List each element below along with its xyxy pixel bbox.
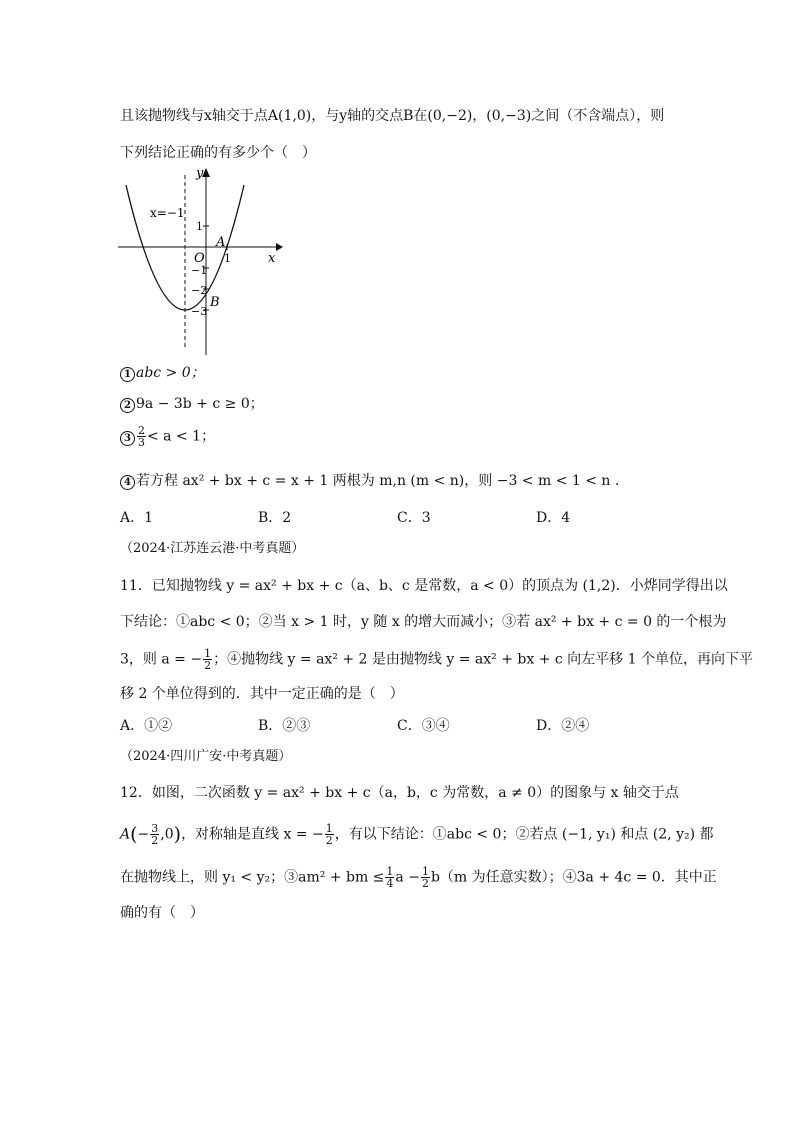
q12-line3: 在抛物线上，则 y₁ < y₂；③am² + bm ≤ $\frac{1}{4}$ a − $\frac{1}{2}$ b（m 为任意实数）；④3a + 4c = 0．其中正 bbox=[120, 865, 717, 890]
q11-source: （2024·江苏连云港·中考真题） bbox=[120, 541, 305, 556]
circled-number-4-icon: 4 bbox=[120, 475, 135, 490]
q10-option-c[interactable]: C．3 bbox=[397, 510, 431, 526]
q12-line2: A(− $\frac{3}{2}$ ,0)，对称轴是直线 x = − $\frac{1}{2}$ ，有以下结论：①abc < 0；②若点 (−1, y₁) 和点 (2, y₂) 都 bbox=[120, 822, 714, 847]
x-axis-label: x bbox=[268, 251, 276, 266]
q11-line4: 移 2 个单位得到的．其中一定正确的是（ ） bbox=[120, 686, 404, 702]
q11-option-d[interactable]: D．②④ bbox=[536, 718, 590, 734]
fraction-1-2-c: $\frac{1}{2}$ bbox=[421, 865, 429, 890]
y-tick-label-neg1: −1 bbox=[191, 264, 208, 277]
fraction-1-4: $\frac{1}{4}$ bbox=[386, 865, 394, 890]
q10-statement-1: 1 abc > 0； bbox=[120, 363, 205, 383]
q10-intro-line2: 下列结论正确的有多少个（ ） bbox=[120, 145, 316, 161]
q10-intro-line1: 且该抛物线与x轴交于点A(1,0)，与y轴的交点B在(0,−2)，(0,−3)之间（不含端点），则 bbox=[120, 108, 665, 124]
x-axis-arrow bbox=[276, 243, 283, 251]
q10-statement-4: 4 若方程 ax² + bx + c = x + 1 两根为 m,n (m < n)，则 −3 < m < 1 < n . bbox=[120, 471, 619, 491]
q11-option-b[interactable]: B．②③ bbox=[258, 718, 311, 734]
axis-of-symmetry-label: x=−1 bbox=[150, 206, 185, 220]
q10-option-b[interactable]: B．2 bbox=[258, 510, 292, 526]
fraction-3-2: $\frac{3}{2}$ bbox=[151, 822, 159, 847]
fraction-1-2-b: $\frac{1}{2}$ bbox=[325, 822, 333, 847]
y-tick-label-neg3: −3 bbox=[191, 305, 208, 318]
circled-number-1-icon: 1 bbox=[120, 367, 135, 382]
parabola-graph bbox=[118, 165, 283, 357]
q11-option-c[interactable]: C．③④ bbox=[397, 718, 450, 734]
y-tick-label-1: 1 bbox=[196, 220, 203, 233]
q11-line3: 3，则 a = − $\frac{1}{2}$ ；④抛物线 y = ax² + 2 是由抛物线 y = ax² + bx + c 向左平移 1 个单位，再向下平 bbox=[120, 647, 753, 672]
q11-line1: 11．已知抛物线 y = ax² + bx + c（a、b、c 是常数，a < 0）的顶点为 (1,2)．小烨同学得出以 bbox=[120, 578, 728, 594]
circled-number-3-icon: 3 bbox=[120, 431, 135, 446]
point-a-label: A bbox=[216, 235, 226, 250]
q10-option-d[interactable]: D．4 bbox=[536, 510, 571, 526]
q11-option-a[interactable]: A．①② bbox=[120, 718, 173, 734]
origin-label: O bbox=[194, 251, 205, 266]
q10-statement-2: 2 9a − 3b + c ≥ 0； bbox=[120, 394, 264, 414]
circled-number-2-icon: 2 bbox=[120, 398, 135, 413]
point-b-label: B bbox=[210, 295, 220, 310]
y-tick-label-neg2: −2 bbox=[191, 284, 208, 297]
q12-line4: 确的有（ ） bbox=[120, 905, 204, 921]
fraction-1-2: $\frac{1}{2}$ bbox=[204, 647, 212, 672]
x-tick-label-1: 1 bbox=[224, 252, 231, 265]
y-axis-label: y bbox=[196, 166, 204, 181]
q10-option-a[interactable]: A．1 bbox=[120, 510, 154, 526]
q12-line1: 12．如图，二次函数 y = ax² + bx + c（a，b，c 为常数，a ≠ 0）的图象与 x 轴交于点 bbox=[120, 785, 679, 801]
fraction-2-3: $\frac{2}{3}$ bbox=[138, 424, 145, 449]
q10-statement-3: 3 $\frac{2}{3}$ < a < 1； bbox=[120, 425, 215, 448]
q11-line2: 下结论：①abc < 0；②当 x > 1 时，y 随 x 的增大而减小；③若 ax² + bx + c = 0 的一个根为 bbox=[120, 614, 727, 630]
q12-source: （2024·四川广安·中考真题） bbox=[120, 749, 292, 764]
